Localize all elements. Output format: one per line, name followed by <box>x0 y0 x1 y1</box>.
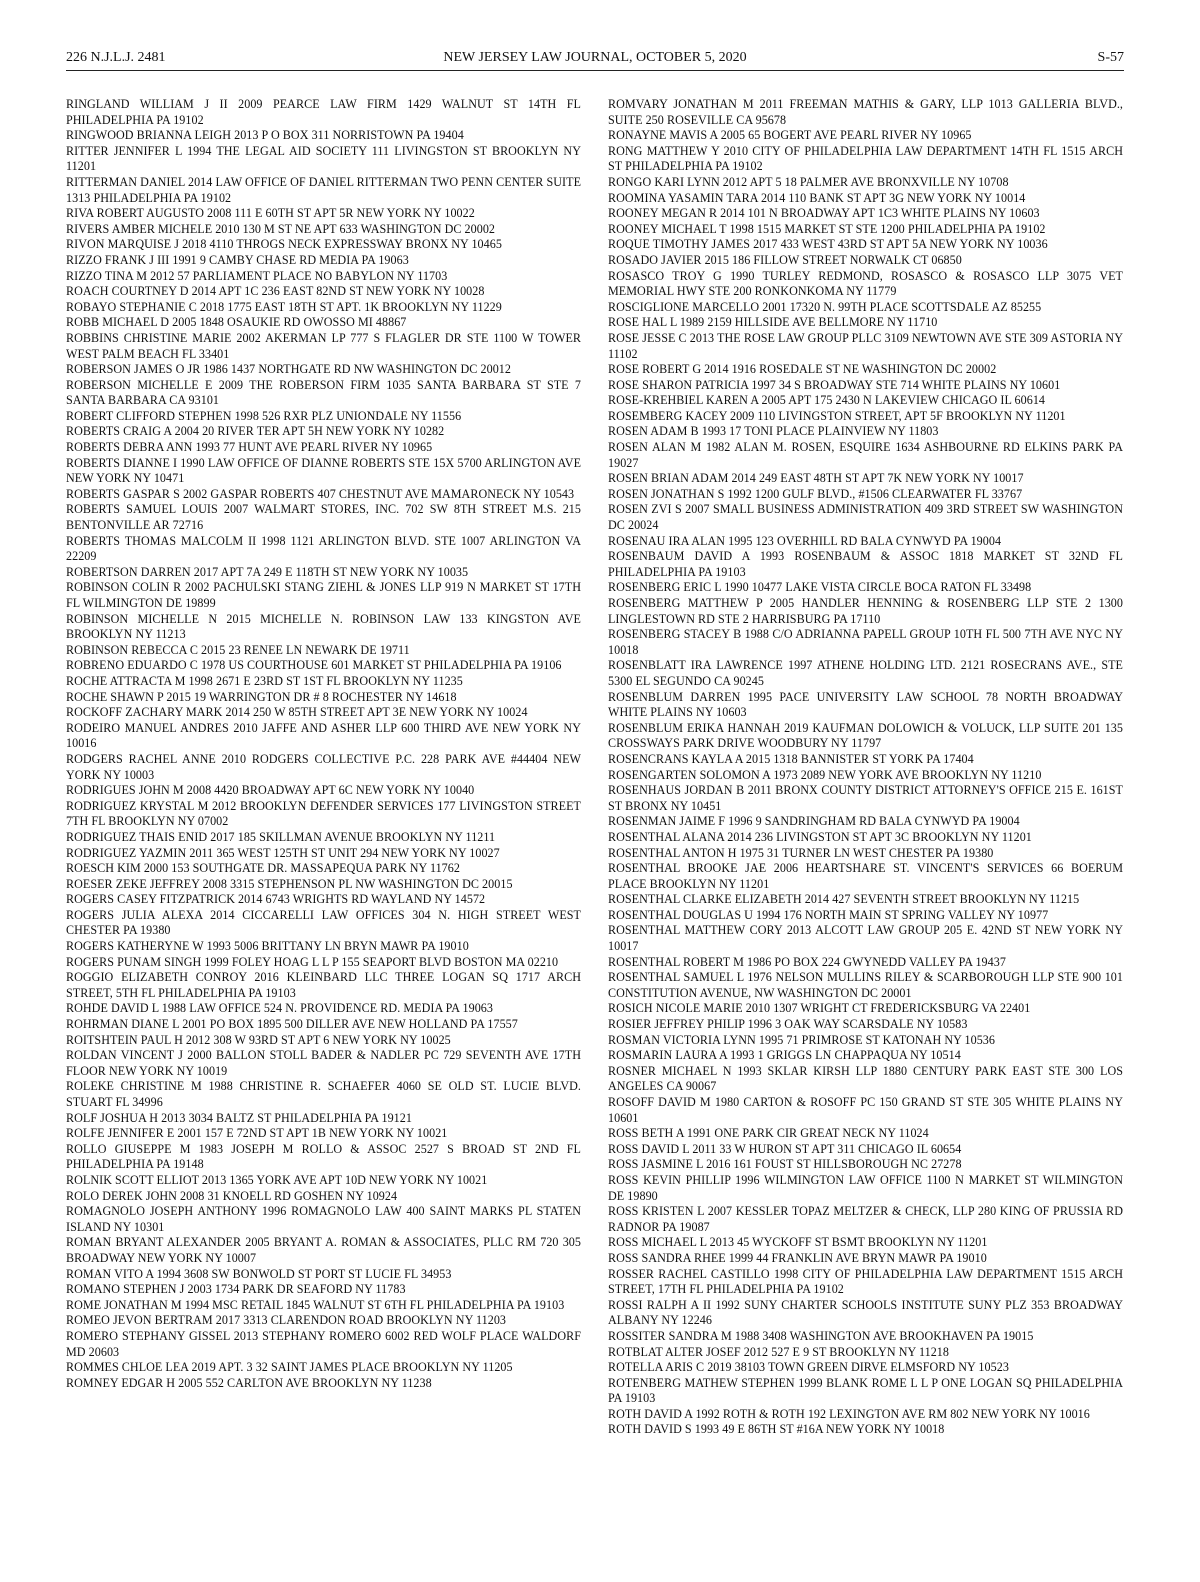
attorney-entry: ROSMARIN LAURA A 1993 1 GRIGGS LN CHAPPAQUA NY 10514 <box>608 1048 961 1063</box>
attorney-entry: RONG MATTHEW Y 2010 CITY OF PHILADELPHIA LAW DEPARTMENT 14TH FL 1515 ARCH ST PHILADELPHIA PA 19102 <box>608 143 1123 174</box>
attorney-entry: ROSEN JONATHAN S 1992 1200 GULF BLVD., #1506 CLEARWATER FL 33767 <box>608 486 1023 501</box>
attorney-entry: ROBERTS GASPAR S 2002 GASPAR ROBERTS 407 CHESTNUT AVE MAMARONECK NY 10543 <box>66 486 575 501</box>
attorney-entry: ROGERS JULIA ALEXA 2014 CICCARELLI LAW OFFICES 304 N. HIGH STREET WEST CHESTER PA 19380 <box>66 907 581 938</box>
attorney-entry: ROSENTHAL MATTHEW CORY 2013 ALCOTT LAW GROUP 205 E. 42ND ST NEW YORK NY 10017 <box>608 923 1123 954</box>
attorney-entry: ROSE-KREHBIEL KAREN A 2005 APT 175 2430 N LAKEVIEW CHICAGO IL 60614 <box>608 393 1046 408</box>
attorney-entry: ROBAYO STEPHANIE C 2018 1775 EAST 18TH ST APT. 1K BROOKLYN NY 11229 <box>66 299 502 314</box>
attorney-entry: ROSENBAUM DAVID A 1993 ROSENBAUM & ASSOC 1818 MARKET ST 32ND FL PHILADELPHIA PA 19103 <box>608 549 1123 579</box>
attorney-entry: ROSICH NICOLE MARIE 2010 1307 WRIGHT CT FREDERICKSBURG VA 22401 <box>608 1001 1031 1016</box>
attorney-entry: ROSE SHARON PATRICIA 1997 34 S BROADWAY STE 714 WHITE PLAINS NY 10601 <box>608 377 1061 392</box>
attorney-entry: RIZZO FRANK J III 1991 9 CAMBY CHASE RD MEDIA PA 19063 <box>66 252 409 267</box>
attorney-entry: ROGERS CASEY FITZPATRICK 2014 6743 WRIGHTS RD WAYLAND NY 14572 <box>66 892 486 907</box>
attorney-entry: RINGWOOD BRIANNA LEIGH 2013 P O BOX 311 NORRISTOWN PA 19404 <box>66 128 464 143</box>
attorney-entry: RITTERMAN DANIEL 2014 LAW OFFICE OF DANIEL RITTERMAN TWO PENN CENTER SUITE 1313 PHILADELPHIA PA 19102 <box>66 174 582 205</box>
attorney-entry: ROSENTHAL BROOKE JAE 2006 HEARTSHARE ST. VINCENT'S SERVICES 66 BOERUM PLACE BROOKLYN NY 11201 <box>608 861 1123 891</box>
attorney-entry: ROSS KEVIN PHILLIP 1996 WILMINGTON LAW OFFICE 1100 N MARKET ST WILMINGTON DE 19890 <box>608 1172 1123 1203</box>
attorney-entry: ROMANO STEPHEN J 2003 1734 PARK DR SEAFORD NY 11783 <box>66 1282 406 1297</box>
attorney-entry: ROSE HAL L 1989 2159 HILLSIDE AVE BELLMORE NY 11710 <box>608 315 938 330</box>
attorney-entry: ROSCIGLIONE MARCELLO 2001 17320 N. 99TH PLACE SCOTTSDALE AZ 85255 <box>608 299 1042 314</box>
attorney-entry: ROSNER MICHAEL N 1993 SKLAR KIRSH LLP 1880 CENTURY PARK EAST STE 300 LOS ANGELES CA 90067 <box>608 1063 1123 1094</box>
attorney-entry: ROSENCRANS KAYLA A 2015 1318 BANNISTER ST YORK PA 17404 <box>608 751 974 766</box>
attorney-list-left-column <box>66 97 581 1391</box>
attorney-entry: ROSE ROBERT G 2014 1916 ROSEDALE ST NE WASHINGTON DC 20002 <box>608 362 997 377</box>
attorney-entry: ROHRMAN DIANE L 2001 PO BOX 1895 500 DILLER AVE NEW HOLLAND PA 17557 <box>66 1017 518 1032</box>
citation: 226 N.J.L.J. 2481 <box>66 50 166 65</box>
page-header <box>66 50 1124 71</box>
attorney-entry: ROBB MICHAEL D 2005 1848 OSAUKIE RD OWOSSO MI 48867 <box>66 315 407 330</box>
attorney-entry: ROSENAU IRA ALAN 1995 123 OVERHILL RD BALA CYNWYD PA 19004 <box>608 533 1002 548</box>
attorney-entry: ROBERTS DEBRA ANN 1993 77 HUNT AVE PEARL RIVER NY 10965 <box>66 440 433 455</box>
attorney-entry: ROSS KRISTEN L 2007 KESSLER TOPAZ MELTZER & CHECK, LLP 280 KING OF PRUSSIA RD RADNOR PA 19087 <box>608 1204 1123 1234</box>
attorney-entry: ROME JONATHAN M 1994 MSC RETAIL 1845 WALNUT ST 6TH FL PHILADELPHIA PA 19103 <box>66 1297 565 1312</box>
attorney-entry: ROSENHAUS JORDAN B 2011 BRONX COUNTY DISTRICT ATTORNEY'S OFFICE 215 E. 161ST ST BRONX NY 10451 <box>608 783 1123 813</box>
attorney-list-right-column <box>608 97 1123 1438</box>
attorney-entry: ROSENGARTEN SOLOMON A 1973 2089 NEW YORK AVE BROOKLYN NY 11210 <box>608 767 1042 782</box>
attorney-entry: RITTER JENNIFER L 1994 THE LEGAL AID SOCIETY 111 LIVINGSTON ST BROOKLYN NY 11201 <box>66 143 581 174</box>
attorney-entry: ROLNIK SCOTT ELLIOT 2013 1365 YORK AVE APT 10D NEW YORK NY 10021 <box>66 1172 488 1187</box>
attorney-entry: ROSADO JAVIER 2015 186 FILLOW STREET NORWALK CT 06850 <box>608 252 962 267</box>
attorney-entry: ROCKOFF ZACHARY MARK 2014 250 W 85TH STREET APT 3E NEW YORK NY 10024 <box>66 705 528 720</box>
attorney-entry: ROCHE SHAWN P 2015 19 WARRINGTON DR # 8 ROCHESTER NY 14618 <box>66 689 457 704</box>
attorney-entry: ROONEY MICHAEL T 1998 1515 MARKET ST STE 1200 PHILADELPHIA PA 19102 <box>608 221 1046 236</box>
attorney-entry: ROMVARY JONATHAN M 2011 FREEMAN MATHIS & GARY, LLP 1013 GALLERIA BLVD., SUITE 250 ROSEVILLE CA 95678 <box>608 97 1123 127</box>
attorney-entry: ROSASCO TROY G 1990 TURLEY REDMOND, ROSASCO & ROSASCO LLP 3075 VET MEMORIAL HWY STE 200 RONKONKOMA NY 11779 <box>608 268 1123 299</box>
attorney-entry: ROQUE TIMOTHY JAMES 2017 433 WEST 43RD ST APT 5A NEW YORK NY 10036 <box>608 237 1048 252</box>
attorney-entry: ROMNEY EDGAR H 2005 552 CARLTON AVE BROOKLYN NY 11238 <box>66 1375 432 1390</box>
attorney-entry: RONGO KARI LYNN 2012 APT 5 18 PALMER AVE BRONXVILLE NY 10708 <box>608 174 1009 189</box>
attorney-entry: ROSENBLUM ERIKA HANNAH 2019 KAUFMAN DOLOWICH & VOLUCK, LLP SUITE 201 135 CROSSWAYS PARK DRIVE WOODBURY NY 11797 <box>608 720 1123 751</box>
attorney-entry: ROBINSON MICHELLE N 2015 MICHELLE N. ROBINSON LAW 133 KINGSTON AVE BROOKLYN NY 11213 <box>66 611 581 642</box>
attorney-entry: ROBBINS CHRISTINE MARIE 2002 AKERMAN LP 777 S FLAGLER DR STE 1100 W TOWER WEST PALM BEACH FL 33401 <box>66 330 581 361</box>
attorney-entry: ROSE JESSE C 2013 THE ROSE LAW GROUP PLLC 3109 NEWTOWN AVE STE 309 ASTORIA NY 11102 <box>608 330 1123 361</box>
attorney-entry: ROTH DAVID A 1992 ROTH & ROTH 192 LEXINGTON AVE RM 802 NEW YORK NY 10016 <box>608 1406 1090 1421</box>
attorney-entry: ROBERSON JAMES O JR 1986 1437 NORTHGATE RD NW WASHINGTON DC 20012 <box>66 362 511 377</box>
attorney-entry: RODRIGUEZ YAZMIN 2011 365 WEST 125TH ST UNIT 294 NEW YORK NY 10027 <box>66 845 500 860</box>
attorney-entry: ROSEMBERG KACEY 2009 110 LIVINGSTON STREET, APT 5F BROOKLYN NY 11201 <box>608 408 1066 423</box>
attorney-entry: RODRIGUES JOHN M 2008 4420 BROADWAY APT 6C NEW YORK NY 10040 <box>66 783 475 798</box>
attorney-entry: ROSENTHAL ANTON H 1975 31 TURNER LN WEST CHESTER PA 19380 <box>608 845 994 860</box>
attorney-entry: ROLEKE CHRISTINE M 1988 CHRISTINE R. SCHAEFER 4060 SE OLD ST. LUCIE BLVD. STUART FL 34996 <box>66 1079 581 1109</box>
attorney-entry: ROGERS KATHERYNE W 1993 5006 BRITTANY LN BRYN MAWR PA 19010 <box>66 939 469 954</box>
attorney-entry: RIZZO TINA M 2012 57 PARLIAMENT PLACE NO BABYLON NY 11703 <box>66 268 448 283</box>
attorney-entry: ROBERTS THOMAS MALCOLM II 1998 1121 ARLINGTON BLVD. STE 1007 ARLINGTON VA 22209 <box>66 533 581 564</box>
attorney-entry: ROSENTHAL DOUGLAS U 1994 176 NORTH MAIN ST SPRING VALLEY NY 10977 <box>608 907 1049 922</box>
attorney-entry: ROSS MICHAEL L 2013 45 WYCKOFF ST BSMT BROOKLYN NY 11201 <box>608 1235 988 1250</box>
attorney-entry: ROONEY MEGAN R 2014 101 N BROADWAY APT 1C3 WHITE PLAINS NY 10603 <box>608 206 1040 221</box>
attorney-entry: ROACH COURTNEY D 2014 APT 1C 236 EAST 82ND ST NEW YORK NY 10028 <box>66 284 485 299</box>
attorney-entry: ROHDE DAVID L 1988 LAW OFFICE 524 N. PROVIDENCE RD. MEDIA PA 19063 <box>66 1001 493 1016</box>
attorney-entry: RODRIGUEZ THAIS ENID 2017 185 SKILLMAN AVENUE BROOKLYN NY 11211 <box>66 829 496 844</box>
attorney-entry: ROSENBERG ERIC L 1990 10477 LAKE VISTA CIRCLE BOCA RATON FL 33498 <box>608 580 1032 595</box>
attorney-entry: ROSENTHAL CLARKE ELIZABETH 2014 427 SEVENTH STREET BROOKLYN NY 11215 <box>608 892 1080 907</box>
attorney-entry: RODRIGUEZ KRYSTAL M 2012 BROOKLYN DEFENDER SERVICES 177 LIVINGSTON STREET 7TH FL BROOKLYN NY 07002 <box>66 798 581 829</box>
publication-title: NEW JERSEY LAW JOURNAL, OCTOBER 5, 2020 <box>443 50 747 65</box>
attorney-entry: ROSS JASMINE L 2016 161 FOUST ST HILLSBOROUGH NC 27278 <box>608 1157 962 1172</box>
attorney-entry: RIVA ROBERT AUGUSTO 2008 111 E 60TH ST APT 5R NEW YORK NY 10022 <box>66 206 475 221</box>
attorney-entry: ROLO DEREK JOHN 2008 31 KNOELL RD GOSHEN NY 10924 <box>66 1188 398 1203</box>
attorney-entry: ROLDAN VINCENT J 2000 BALLON STOLL BADER & NADLER PC 729 SEVENTH AVE 17TH FLOOR NEW YORK NY 10019 <box>66 1048 581 1078</box>
attorney-entry: ROSENTHAL ALANA 2014 236 LIVINGSTON ST APT 3C BROOKLYN NY 11201 <box>608 829 1032 844</box>
page-number: S-57 <box>1097 50 1124 65</box>
attorney-entry: RINGLAND WILLIAM J II 2009 PEARCE LAW FIRM 1429 WALNUT ST 14TH FL PHILADELPHIA PA 19102 <box>66 97 581 127</box>
attorney-entry: ROSS SANDRA RHEE 1999 44 FRANKLIN AVE BRYN MAWR PA 19010 <box>608 1250 987 1265</box>
attorney-entry: ROITSHTEIN PAUL H 2012 308 W 93RD ST APT 6 NEW YORK NY 10025 <box>66 1032 451 1047</box>
attorney-entry: ROBERTS SAMUEL LOUIS 2007 WALMART STORES, INC. 702 SW 8TH STREET M.S. 215 BENTONVILLE AR 72716 <box>66 502 581 533</box>
attorney-entry: ROTELLA ARIS C 2019 38103 TOWN GREEN DIRVE ELMSFORD NY 10523 <box>608 1360 1009 1375</box>
attorney-entry: ROBERSON MICHELLE E 2009 THE ROBERSON FIRM 1035 SANTA BARBARA ST STE 7 SANTA BARBARA CA 93101 <box>66 377 581 408</box>
attorney-entry: ROSENMAN JAIME F 1996 9 SANDRINGHAM RD BALA CYNWYD PA 19004 <box>608 814 1020 829</box>
attorney-entry: ROOMINA YASAMIN TARA 2014 110 BANK ST APT 3G NEW YORK NY 10014 <box>608 190 1026 205</box>
attorney-entry: ROESCH KIM 2000 153 SOUTHGATE DR. MASSAPEQUA PARK NY 11762 <box>66 861 460 876</box>
attorney-entry: ROSENBERG MATTHEW P 2005 HANDLER HENNING & ROSENBERG LLP STE 2 1300 LINGLESTOWN RD STE 2 HARRISBURG PA 17110 <box>608 596 1123 626</box>
attorney-entry: ROSEN BRIAN ADAM 2014 249 EAST 48TH ST APT 7K NEW YORK NY 10017 <box>608 471 1024 486</box>
attorney-entry: ROTBLAT ALTER JOSEF 2012 527 E 9 ST BROOKLYN NY 11218 <box>608 1344 949 1359</box>
attorney-entry: ROSENBERG STACEY B 1988 C/O ADRIANNA PAPELL GROUP 10TH FL 500 7TH AVE NYC NY 10018 <box>608 627 1123 657</box>
attorney-entry: ROSENBLATT IRA LAWRENCE 1997 ATHENE HOLDING LTD. 2121 ROSECRANS AVE., STE 5300 EL SEGUNDO CA 90245 <box>608 658 1123 688</box>
attorney-entry: ROSEN ALAN M 1982 ALAN M. ROSEN, ESQUIRE 1634 ASHBOURNE RD ELKINS PARK PA 19027 <box>608 440 1123 470</box>
attorney-entry: ROBERTSON DARREN 2017 APT 7A 249 E 118TH ST NEW YORK NY 10035 <box>66 564 469 579</box>
attorney-entry: ROMAN VITO A 1994 3608 SW BONWOLD ST PORT ST LUCIE FL 34953 <box>66 1266 452 1281</box>
attorney-entry: ROBRENO EDUARDO C 1978 US COURTHOUSE 601 MARKET ST PHILADELPHIA PA 19106 <box>66 658 562 673</box>
attorney-entry: ROTENBERG MATHEW STEPHEN 1999 BLANK ROME L L P ONE LOGAN SQ PHILADELPHIA PA 19103 <box>608 1375 1123 1406</box>
attorney-entry: RODEIRO MANUEL ANDRES 2010 JAFFE AND ASHER LLP 600 THIRD AVE NEW YORK NY 10016 <box>66 720 581 751</box>
attorney-entry: ROMAGNOLO JOSEPH ANTHONY 1996 ROMAGNOLO LAW 400 SAINT MARKS PL STATEN ISLAND NY 10301 <box>66 1204 581 1234</box>
attorney-entry: ROSOFF DAVID M 1980 CARTON & ROSOFF PC 150 GRAND ST STE 305 WHITE PLAINS NY 10601 <box>608 1095 1123 1125</box>
attorney-entry: ROESER ZEKE JEFFREY 2008 3315 STEPHENSON PL NW WASHINGTON DC 20015 <box>66 876 513 891</box>
attorney-entry: ROSEN ADAM B 1993 17 TONI PLACE PLAINVIEW NY 11803 <box>608 424 939 439</box>
attorney-entry: ROSENTHAL SAMUEL L 1976 NELSON MULLINS RILEY & SCARBOROUGH LLP STE 900 101 CONSTITUTION AVENUE, NW WASHINGTON DC 20001 <box>608 970 1123 1000</box>
attorney-entry: ROSIER JEFFREY PHILIP 1996 3 OAK WAY SCARSDALE NY 10583 <box>608 1017 968 1032</box>
attorney-entry: ROGGIO ELIZABETH CONROY 2016 KLEINBARD LLC THREE LOGAN SQ 1717 ARCH STREET, 5TH FL PHILADELPHIA PA 19103 <box>66 970 581 1000</box>
attorney-entry: ROSENBLUM DARREN 1995 PACE UNIVERSITY LAW SCHOOL 78 NORTH BROADWAY WHITE PLAINS NY 10603 <box>608 689 1123 720</box>
attorney-entry: ROMAN BRYANT ALEXANDER 2005 BRYANT A. ROMAN & ASSOCIATES, PLLC RM 720 305 BROADWAY NEW YORK NY 10007 <box>66 1235 581 1265</box>
attorney-entry: ROBINSON REBECCA C 2015 23 RENEE LN NEWARK DE 19711 <box>66 642 410 657</box>
attorney-entry: ROSMAN VICTORIA LYNN 1995 71 PRIMROSE ST KATONAH NY 10536 <box>608 1032 996 1047</box>
attorney-entry: RONAYNE MAVIS A 2005 65 BOGERT AVE PEARL RIVER NY 10965 <box>608 128 972 143</box>
attorney-entry: ROSSI RALPH A II 1992 SUNY CHARTER SCHOOLS INSTITUTE SUNY PLZ 353 BROADWAY ALBANY NY 12246 <box>608 1297 1123 1328</box>
attorney-entry: ROSS DAVID L 2011 33 W HURON ST APT 311 CHICAGO IL 60654 <box>608 1141 962 1156</box>
attorney-entry: ROSSITER SANDRA M 1988 3408 WASHINGTON AVE BROOKHAVEN PA 19015 <box>608 1328 1034 1343</box>
attorney-entry: ROBINSON COLIN R 2002 PACHULSKI STANG ZIEHL & JONES LLP 919 N MARKET ST 17TH FL WILMINGTON DE 19899 <box>66 580 581 610</box>
attorney-entry: ROLLO GIUSEPPE M 1983 JOSEPH M ROLLO & ASSOC 2527 S BROAD ST 2ND FL PHILADELPHIA PA 19148 <box>66 1141 581 1172</box>
attorney-entry: ROLFE JENNIFER E 2001 157 E 72ND ST APT 1B NEW YORK NY 10021 <box>66 1126 448 1141</box>
attorney-entry: ROSEN ZVI S 2007 SMALL BUSINESS ADMINISTRATION 409 3RD STREET SW WASHINGTON DC 20024 <box>608 502 1123 533</box>
attorney-entry: RODGERS RACHEL ANNE 2010 RODGERS COLLECTIVE P.C. 228 PARK AVE #44404 NEW YORK NY 10003 <box>66 751 581 782</box>
attorney-entry: ROBERTS DIANNE I 1990 LAW OFFICE OF DIANNE ROBERTS STE 15X 5700 ARLINGTON AVE NEW YORK NY 10471 <box>66 455 581 486</box>
attorney-entry: ROSS BETH A 1991 ONE PARK CIR GREAT NECK NY 11024 <box>608 1126 929 1141</box>
attorney-entry: ROMERO STEPHANY GISSEL 2013 STEPHANY ROMERO 6002 RED WOLF PLACE WALDORF MD 20603 <box>66 1328 581 1359</box>
attorney-entry: ROBERT CLIFFORD STEPHEN 1998 526 RXR PLZ UNIONDALE NY 11556 <box>66 408 462 423</box>
attorney-entry: ROMEO JEVON BERTRAM 2017 3313 CLARENDON ROAD BROOKLYN NY 11203 <box>66 1313 507 1328</box>
attorney-entry: ROLF JOSHUA H 2013 3034 BALTZ ST PHILADELPHIA PA 19121 <box>66 1110 412 1125</box>
attorney-entry: ROSSER RACHEL CASTILLO 1998 CITY OF PHILADELPHIA LAW DEPARTMENT 1515 ARCH STREET, 17TH FL PHILADELPHIA PA 19102 <box>608 1266 1123 1297</box>
attorney-entry: RIVON MARQUISE J 2018 4110 THROGS NECK EXPRESSWAY BRONX NY 10465 <box>66 237 502 252</box>
attorney-entry: RIVERS AMBER MICHELE 2010 130 M ST NE APT 633 WASHINGTON DC 20002 <box>66 221 496 236</box>
attorney-entry: ROBERTS CRAIG A 2004 20 RIVER TER APT 5H NEW YORK NY 10282 <box>66 424 445 439</box>
attorney-entry: ROGERS PUNAM SINGH 1999 FOLEY HOAG L L P 155 SEAPORT BLVD BOSTON MA 02210 <box>66 954 559 969</box>
attorney-entry: ROSENTHAL ROBERT M 1986 PO BOX 224 GWYNEDD VALLEY PA 19437 <box>608 954 1006 969</box>
attorney-entry: ROMMES CHLOE LEA 2019 APT. 3 32 SAINT JAMES PLACE BROOKLYN NY 11205 <box>66 1360 513 1375</box>
attorney-entry: ROCHE ATTRACTA M 1998 2671 E 23RD ST 1ST FL BROOKLYN NY 11235 <box>66 673 463 688</box>
attorney-entry: ROTH DAVID S 1993 49 E 86TH ST #16A NEW YORK NY 10018 <box>608 1422 945 1437</box>
